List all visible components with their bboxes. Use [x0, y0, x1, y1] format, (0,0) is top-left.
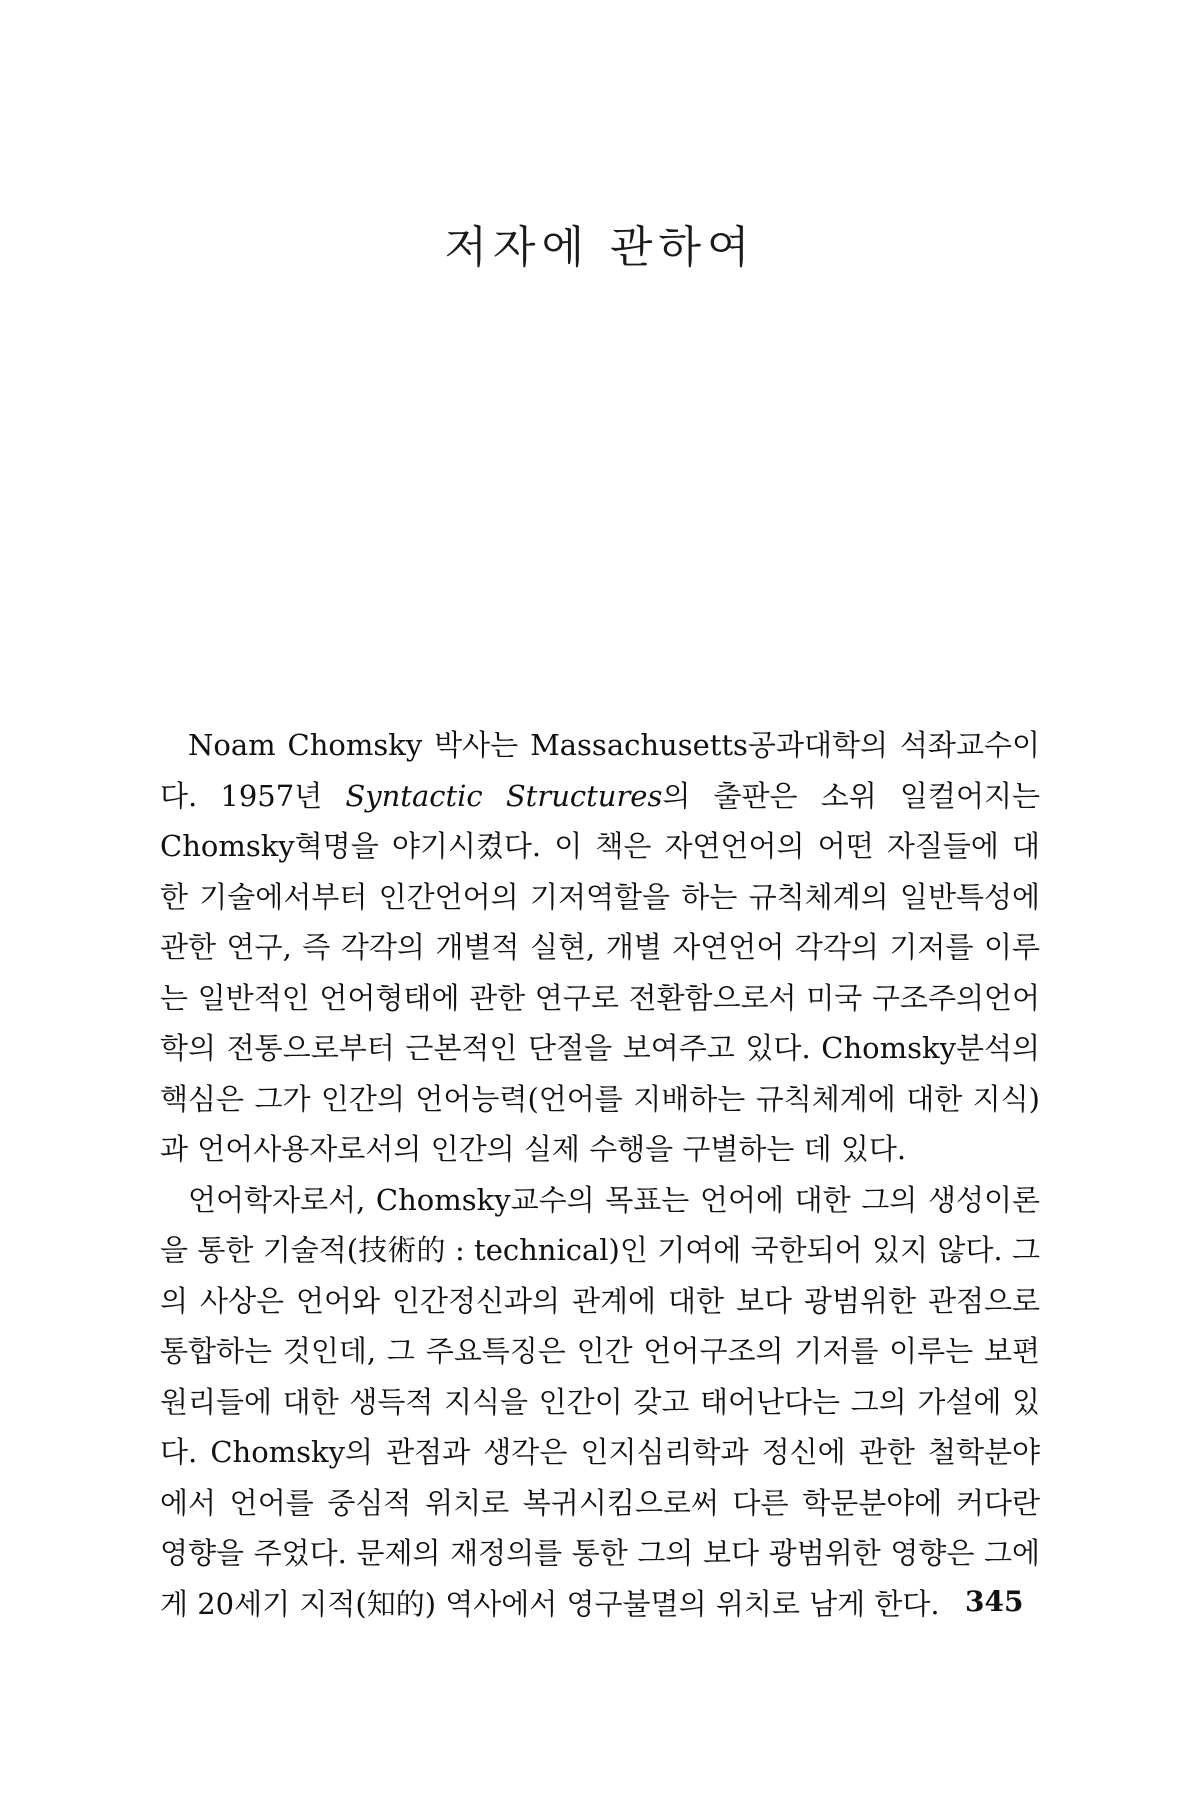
book-title-syntactic-structures: Syntactic Structures: [345, 778, 663, 813]
about-author-body: [160, 720, 1040, 1629]
paragraph-1-text-a: Noam Chomsky 박사는 Massachusetts공과대학의 석좌교수이다. 1957년: [160, 728, 1040, 813]
paragraph-2: 언어학자로서, Chomsky교수의 목표는 언어에 대한 그의 생성이론을 통한 기술적(技術的 : technical)인 기여에 국한되어 있지 않다. 그의 사상은 언어와 인간정신과의 관계에 대한 보다 광범위한 관점으로 통합하는 것인데, 그 주요특징은 인간 언어구조의 기저를 이루는 보편원리들에 대한 생득적 지식을 인간이 갖고 태어난다는 그의 가설에 있다. Chomsky의 관점과 생각은 인지심리학과 정신에 관한 철학분야에서 언어를 중심적 위치로 복귀시킴으로써 다른 학문분야에 커다란 영향을 주었다. 문제의 재정의를 통한 그의 보다 광범위한 영향은 그에게 20세기 지적(知的) 역사에서 영구불멸의 위치로 남게 한다.: [160, 1182, 1040, 1621]
page-title: 저자에 관하여: [444, 222, 756, 274]
paragraph-1: [160, 720, 1040, 1175]
page-number: 345: [965, 1585, 1024, 1618]
paragraph-1-text-b: 의 출판은 소위 일컬어지는 Chomsky혁명을 야기시켰다. 이 책은 자연언어의 어떤 자질들에 대한 기술에서부터 인간언어의 기저역할을 하는 규칙체계의 일반특성에 관한 연구, 즉 각각의 개별적 실현, 개별 자연언어 각각의 기저를 이루는 일반적인 언어형태에 관한 연구로 전환함으로서 미국 구조주의언어학의 전통으로부터 근본적인 단절을 보여주고 있다. Chomsky분석의 핵심은 그가 인간의 언어능력(언어를 지배하는 규칙체계에 대한 지식)과 언어사용자로서의 인간의 실제 수행을 구별하는 데 있다.: [160, 778, 1040, 1166]
